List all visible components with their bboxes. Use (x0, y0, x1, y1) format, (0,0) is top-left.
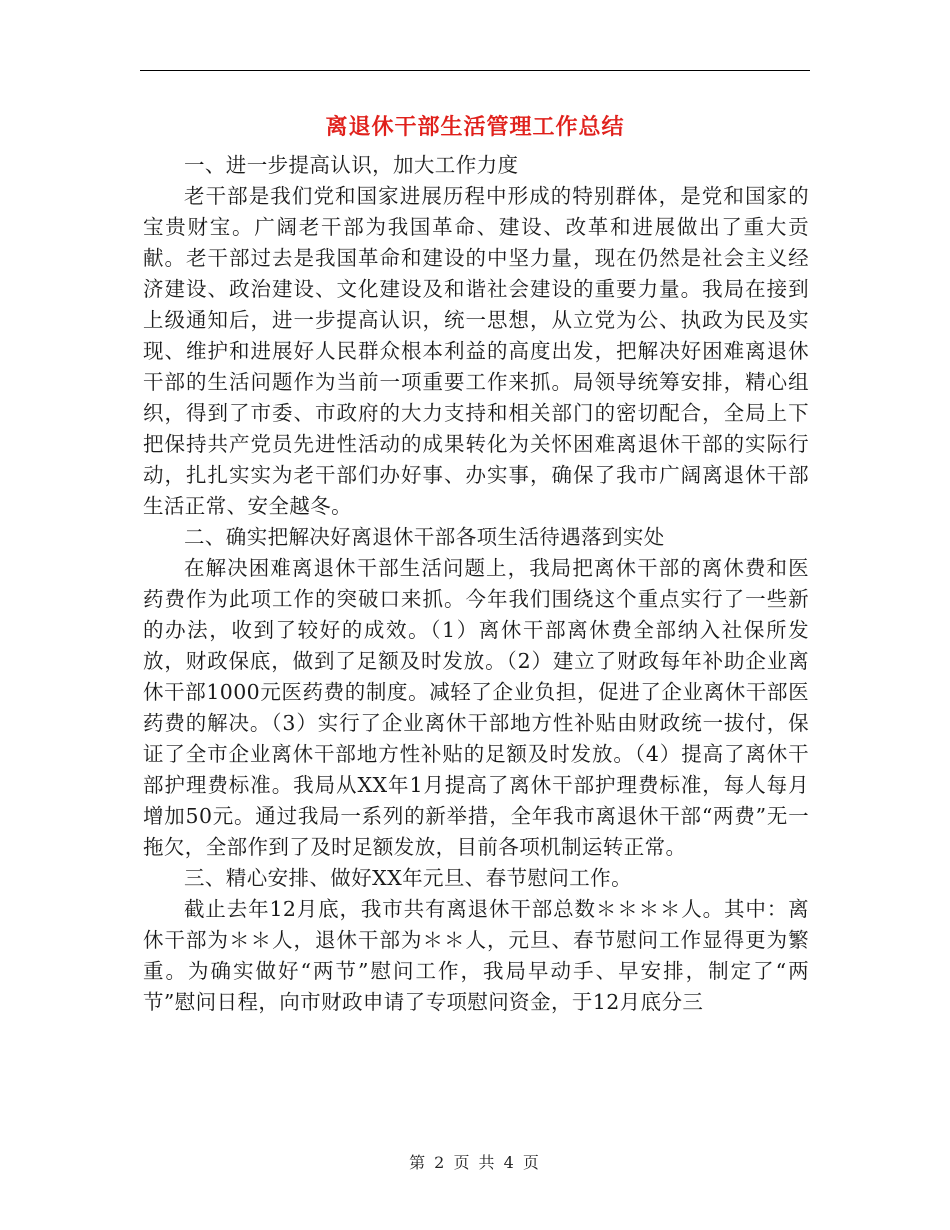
section-heading-3: 三、精心安排、做好XX年元旦、春节慰问工作。 (184, 866, 632, 890)
document-title: 离退休干部生活管理工作总结 (325, 114, 625, 140)
section-heading-2: 二、确实把解决好离退休干部各项生活待遇落到实处 (184, 525, 665, 549)
page-number: 第 2 页 共 4 页 (409, 1153, 541, 1172)
paragraph-2: 在解决困难离退休干部生活问题上，我局把离休干部的离休费和医药费作为此项工作的突破口来抓。今年我们围绕这个重点实行了一些新的办法，收到了较好的成效。（1）离休干部离休费全部纳入社保所发放，财政保底，做到了足额及时发放。（2）建立了财政每年补助企业离休干部1000元医药费的制度。减轻了企业负担，促进了企业离休干部医药费的解决。（3）实行了企业离休干部地方性补贴由财政统一拔付，保证了全市企业离休干部地方性补贴的足额及时发放。（4）提高了离休干部护理费标准。我局从XX年1月提高了离休干部护理费标准，每人每月增加50元。通过我局一系列的新举措，全年我市离退休干部“两费”无一拖欠，全部作到了及时足额发放，目前各项机制运转正常。 (143, 556, 809, 859)
paragraph-3: 截止去年12月底，我市共有离退休干部总数＊＊＊＊人。其中：离休干部为＊＊人，退休干部为＊＊人，元旦、春节慰问工作显得更为繁重。为确实做好“两节”慰问工作，我局早动手、早安排，制定了“两节”慰问日程，向市财政申请了专项慰问资金，于12月底分三 (143, 897, 809, 1014)
document-body (143, 150, 809, 1018)
paragraph-1: 老干部是我们党和国家进展历程中形成的特别群体，是党和国家的宝贵财宝。广阔老干部为我国革命、建设、改革和进展做出了重大贡献。老干部过去是我国革命和建设的中坚力量，现在仍然是社会主义经济建设、政治建设、文化建设及和谐社会建设的重要力量。我局在接到上级通知后，进一步提高认识，统一思想，从立党为公、执政为民及实现、维护和进展好人民群众根本利益的高度出发，把解决好困难离退休干部的生活问题作为当前一项重要工作来抓。局领导统筹安排，精心组织，得到了市委、市政府的大力支持和相关部门的密切配合，全局上下把保持共产党员先进性活动的成果转化为关怀困难离退休干部的实际行动，扎扎实实为老干部们办好事、办实事，确保了我市广阔离退休干部生活正常、安全越冬。 (143, 184, 809, 518)
header-rule (140, 70, 810, 71)
section-heading-1: 一、进一步提高认识，加大工作力度 (184, 153, 519, 177)
